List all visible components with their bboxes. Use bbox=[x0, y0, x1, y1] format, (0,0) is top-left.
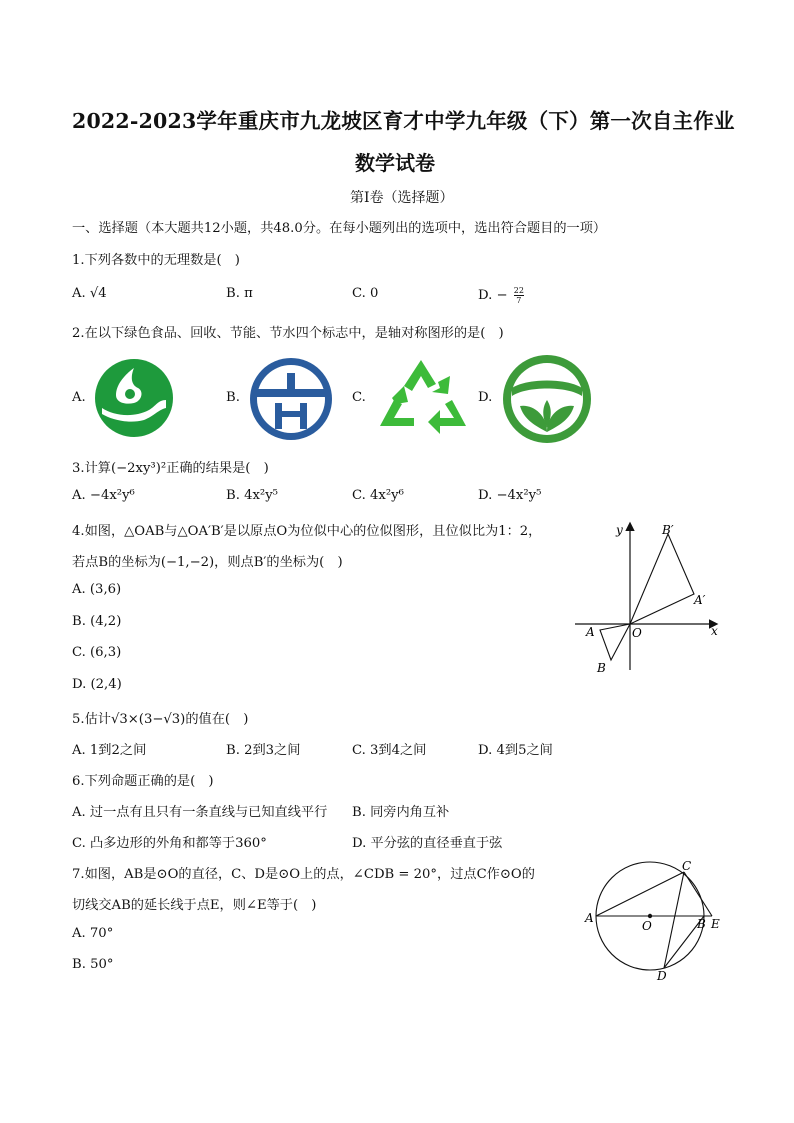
q6-option-d: D. 平分弦的直径垂直于弦 bbox=[352, 836, 503, 851]
q1-option-a: A. √4 bbox=[72, 286, 107, 301]
q4-label-y: y bbox=[616, 523, 623, 537]
q2-option-d: D. bbox=[478, 390, 493, 405]
paper-title: 2022-2023学年重庆市九龙坡区育才中学九年级（下）第一次自主作业 bbox=[72, 109, 735, 133]
q2-option-b: B. bbox=[226, 390, 240, 405]
q7-line-ac bbox=[596, 872, 684, 916]
q7-option-a: A. 70° bbox=[72, 926, 114, 941]
q7-label-o: O bbox=[642, 919, 652, 933]
q3-option-b: B. 4x²y⁵ bbox=[226, 488, 278, 503]
q6-stem: 6.下列命题正确的是( ) bbox=[72, 774, 214, 789]
q6-option-a: A. 过一点有且只有一条直线与已知直线平行 bbox=[72, 805, 328, 820]
q2-option-a: A. bbox=[72, 390, 86, 405]
q1-option-c: C. 0 bbox=[352, 286, 379, 301]
q7-center-dot bbox=[648, 914, 652, 918]
section-heading: 一、选择题（本大题共12小题，共48.0分。在每小题列出的选项中，选出符合题目的一项） bbox=[72, 221, 607, 236]
water-saving-logo-icon bbox=[502, 354, 592, 444]
q5-option-c: C. 3到4之间 bbox=[352, 743, 427, 758]
q4-option-d: D. (2,4) bbox=[72, 677, 122, 692]
q4-option-c: C. (6,3) bbox=[72, 645, 122, 660]
q1-option-b: B. π bbox=[226, 286, 253, 301]
q1-stem: 1.下列各数中的无理数是( ) bbox=[72, 253, 240, 268]
q4-triangle-large bbox=[630, 534, 694, 624]
q4-option-a: A. (3,6) bbox=[72, 582, 122, 597]
q7-stem-line2: 切线交AB的延长线于点E，则∠E等于( ) bbox=[72, 898, 317, 913]
energy-saving-logo-icon bbox=[249, 357, 333, 441]
q3-option-d: D. −4x²y⁵ bbox=[478, 488, 542, 503]
volume-label: 第I卷（选择题） bbox=[350, 190, 454, 206]
q4-label-a: A bbox=[586, 625, 595, 639]
q7-label-d: D bbox=[657, 969, 667, 983]
q1-option-d-prefix: D. − bbox=[478, 288, 508, 303]
q7-stem-line1: 7.如图，AB是⊙O的直径，C、D是⊙O上的点，∠CDB = 20°，过点C作⊙O的 bbox=[72, 867, 535, 882]
q4-stem-line1: 4.如图，△OAB与△OA′B′是以原点O为位似中心的位似图形，且位似比为1：2， bbox=[72, 524, 542, 539]
q6-option-c: C. 凸多边形的外角和都等于360° bbox=[72, 836, 267, 851]
q3-option-c: C. 4x²y⁶ bbox=[352, 488, 404, 503]
q1-fraction-den: 7 bbox=[516, 296, 522, 305]
q5-option-d: D. 4到5之间 bbox=[478, 743, 553, 758]
q4-label-a-prime: A′ bbox=[694, 593, 706, 607]
q7-label-b: B bbox=[697, 917, 706, 931]
q4-label-b-prime: B′ bbox=[662, 523, 674, 537]
green-food-logo-icon bbox=[94, 358, 174, 438]
q4-label-o: O bbox=[632, 626, 642, 640]
q2-stem: 2.在以下绿色食品、回收、节能、节水四个标志中，是轴对称图形的是( ) bbox=[72, 326, 504, 341]
q5-stem: 5.估计√3×(3−√3)的值在( ) bbox=[72, 712, 249, 727]
q7-line-ce bbox=[684, 872, 712, 916]
q7-option-b: B. 50° bbox=[72, 957, 114, 972]
q4-label-x: x bbox=[711, 624, 718, 638]
q3-option-a: A. −4x²y⁶ bbox=[72, 488, 135, 503]
q1-fraction-num: 22 bbox=[513, 286, 524, 295]
paper-subtitle: 数学试卷 bbox=[355, 151, 435, 175]
q4-coordinate-figure bbox=[570, 518, 726, 678]
q5-option-b: B. 2到3之间 bbox=[226, 743, 301, 758]
q3-stem: 3.计算(−2xy³)²正确的结果是( ) bbox=[72, 461, 269, 476]
q4-option-b: B. (4,2) bbox=[72, 614, 122, 629]
q7-label-a: A bbox=[585, 911, 594, 925]
q7-circle-figure bbox=[580, 860, 730, 984]
q1-fraction bbox=[514, 286, 524, 305]
q4-triangle-small bbox=[600, 624, 630, 660]
q4-label-b: B bbox=[597, 661, 606, 675]
q5-option-a: A. 1到2之间 bbox=[72, 743, 147, 758]
q7-label-e: E bbox=[711, 917, 720, 931]
q7-label-c: C bbox=[682, 860, 692, 873]
q1-option-d bbox=[478, 286, 524, 305]
q6-option-b: B. 同旁内角互补 bbox=[352, 805, 450, 820]
q4-stem-line2: 若点B的坐标为(−1,−2)，则点B′的坐标为( ) bbox=[72, 555, 343, 570]
q2-option-c: C. bbox=[352, 390, 366, 405]
recycle-logo-icon bbox=[374, 358, 468, 438]
q7-line-cd bbox=[664, 872, 684, 968]
